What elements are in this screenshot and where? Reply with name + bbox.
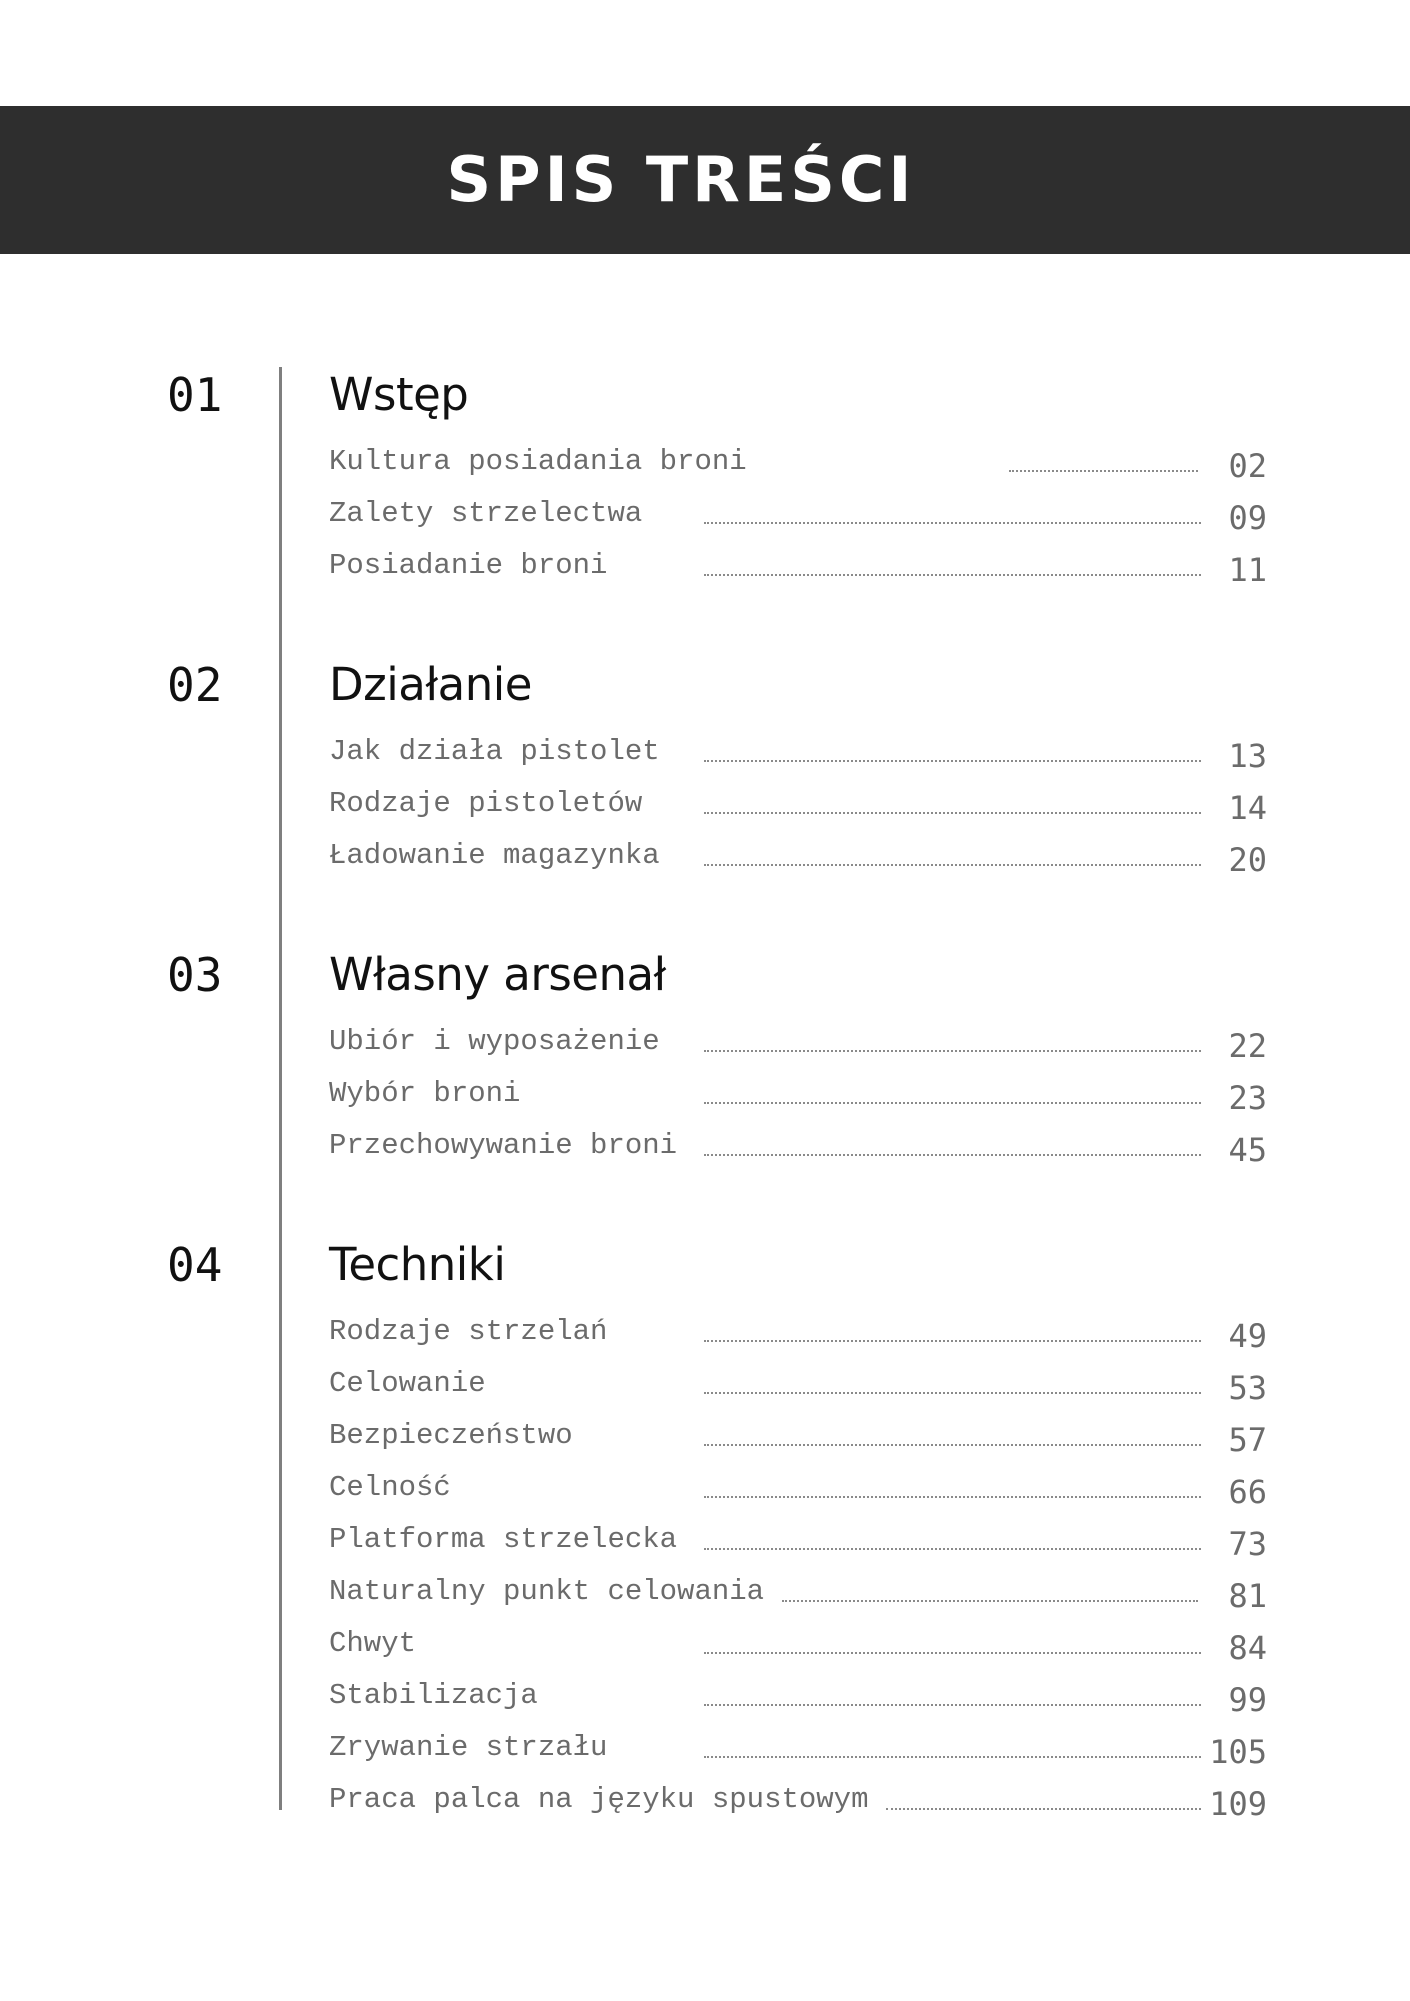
entry-page-number: 84 bbox=[1228, 1629, 1267, 1667]
dot-leader bbox=[704, 574, 1201, 576]
toc-entry[interactable] bbox=[0, 1366, 1410, 1418]
section-number: 03 bbox=[167, 948, 223, 1002]
dot-leader bbox=[704, 1444, 1201, 1446]
entry-label: Kultura posiadania broni bbox=[329, 445, 747, 478]
section-title: Wstęp bbox=[329, 368, 469, 421]
entry-label: Przechowywanie broni bbox=[329, 1129, 678, 1162]
toc-entry[interactable] bbox=[0, 1678, 1410, 1730]
entry-label: Celność bbox=[329, 1471, 451, 1504]
entry-page-number: 13 bbox=[1228, 737, 1267, 775]
dot-leader bbox=[704, 1102, 1201, 1104]
entry-label: Rodzaje strzelań bbox=[329, 1315, 608, 1348]
toc-entry[interactable] bbox=[0, 1522, 1410, 1574]
dot-leader bbox=[704, 1548, 1201, 1550]
dot-leader bbox=[704, 1756, 1201, 1758]
dot-leader bbox=[704, 812, 1201, 814]
entry-label: Bezpieczeństwo bbox=[329, 1419, 573, 1452]
dot-leader bbox=[704, 1496, 1201, 1498]
section-title: Działanie bbox=[329, 658, 532, 711]
toc-entry[interactable] bbox=[0, 1024, 1410, 1076]
toc-entry[interactable] bbox=[0, 1626, 1410, 1678]
entry-page-number: 45 bbox=[1228, 1131, 1267, 1169]
entry-label: Chwyt bbox=[329, 1627, 417, 1660]
dot-leader bbox=[704, 864, 1201, 866]
page-title: SPIS TREŚCI bbox=[446, 143, 916, 216]
section-title: Techniki bbox=[329, 1238, 506, 1291]
entry-label: Celowanie bbox=[329, 1367, 486, 1400]
entry-label: Wybór broni bbox=[329, 1077, 521, 1110]
dot-leader bbox=[704, 1050, 1201, 1052]
entry-page-number: 57 bbox=[1228, 1421, 1267, 1459]
entry-page-number: 11 bbox=[1228, 551, 1267, 589]
section-title: Własny arsenał bbox=[329, 948, 666, 1001]
entry-page-number: 105 bbox=[1209, 1733, 1267, 1771]
title-banner bbox=[0, 106, 1410, 254]
entry-page-number: 49 bbox=[1228, 1317, 1267, 1355]
entry-label: Rodzaje pistoletów bbox=[329, 787, 643, 820]
entry-page-number: 23 bbox=[1228, 1079, 1267, 1117]
entry-label: Zrywanie strzału bbox=[329, 1731, 608, 1764]
entry-page-number: 73 bbox=[1228, 1525, 1267, 1563]
toc-entry[interactable] bbox=[0, 1574, 1410, 1626]
toc-entry[interactable] bbox=[0, 1782, 1410, 1834]
toc-entry[interactable] bbox=[0, 1128, 1410, 1180]
entry-page-number: 02 bbox=[1228, 447, 1267, 485]
toc-entry[interactable] bbox=[0, 496, 1410, 548]
entry-page-number: 22 bbox=[1228, 1027, 1267, 1065]
toc-entry[interactable] bbox=[0, 548, 1410, 600]
toc-entry[interactable] bbox=[0, 786, 1410, 838]
entry-label: Praca palca na języku spustowym bbox=[329, 1783, 869, 1816]
section-number: 04 bbox=[167, 1238, 223, 1292]
dot-leader bbox=[704, 1704, 1201, 1706]
entry-page-number: 66 bbox=[1228, 1473, 1267, 1511]
entry-label: Zalety strzelectwa bbox=[329, 497, 643, 530]
toc-entry[interactable] bbox=[0, 734, 1410, 786]
entry-page-number: 14 bbox=[1228, 789, 1267, 827]
entry-page-number: 20 bbox=[1228, 841, 1267, 879]
toc-entry[interactable] bbox=[0, 1314, 1410, 1366]
dot-leader bbox=[704, 1154, 1201, 1156]
toc-entry[interactable] bbox=[0, 444, 1410, 496]
section-number: 02 bbox=[167, 658, 223, 712]
dot-leader bbox=[1009, 470, 1198, 472]
entry-page-number: 81 bbox=[1228, 1577, 1267, 1615]
dot-leader bbox=[886, 1808, 1201, 1810]
entry-page-number: 109 bbox=[1209, 1785, 1267, 1823]
dot-leader bbox=[704, 1392, 1201, 1394]
dot-leader bbox=[704, 522, 1201, 524]
entry-label: Platforma strzelecka bbox=[329, 1523, 678, 1556]
entry-label: Stabilizacja bbox=[329, 1679, 538, 1712]
entry-label: Posiadanie broni bbox=[329, 549, 608, 582]
section-number: 01 bbox=[167, 368, 223, 422]
entry-page-number: 09 bbox=[1228, 499, 1267, 537]
entry-label: Ładowanie magazynka bbox=[329, 839, 660, 872]
entry-label: Naturalny punkt celowania bbox=[329, 1575, 765, 1608]
entry-label: Ubiór i wyposażenie bbox=[329, 1025, 660, 1058]
dot-leader bbox=[704, 1652, 1201, 1654]
dot-leader bbox=[704, 1340, 1201, 1342]
toc-entry[interactable] bbox=[0, 1076, 1410, 1128]
toc-entry[interactable] bbox=[0, 1470, 1410, 1522]
entry-page-number: 99 bbox=[1228, 1681, 1267, 1719]
entry-label: Jak działa pistolet bbox=[329, 735, 660, 768]
toc-entry[interactable] bbox=[0, 1418, 1410, 1470]
dot-leader bbox=[704, 760, 1201, 762]
dot-leader bbox=[782, 1600, 1198, 1602]
entry-page-number: 53 bbox=[1228, 1369, 1267, 1407]
toc-entry[interactable] bbox=[0, 838, 1410, 890]
toc-entry[interactable] bbox=[0, 1730, 1410, 1782]
